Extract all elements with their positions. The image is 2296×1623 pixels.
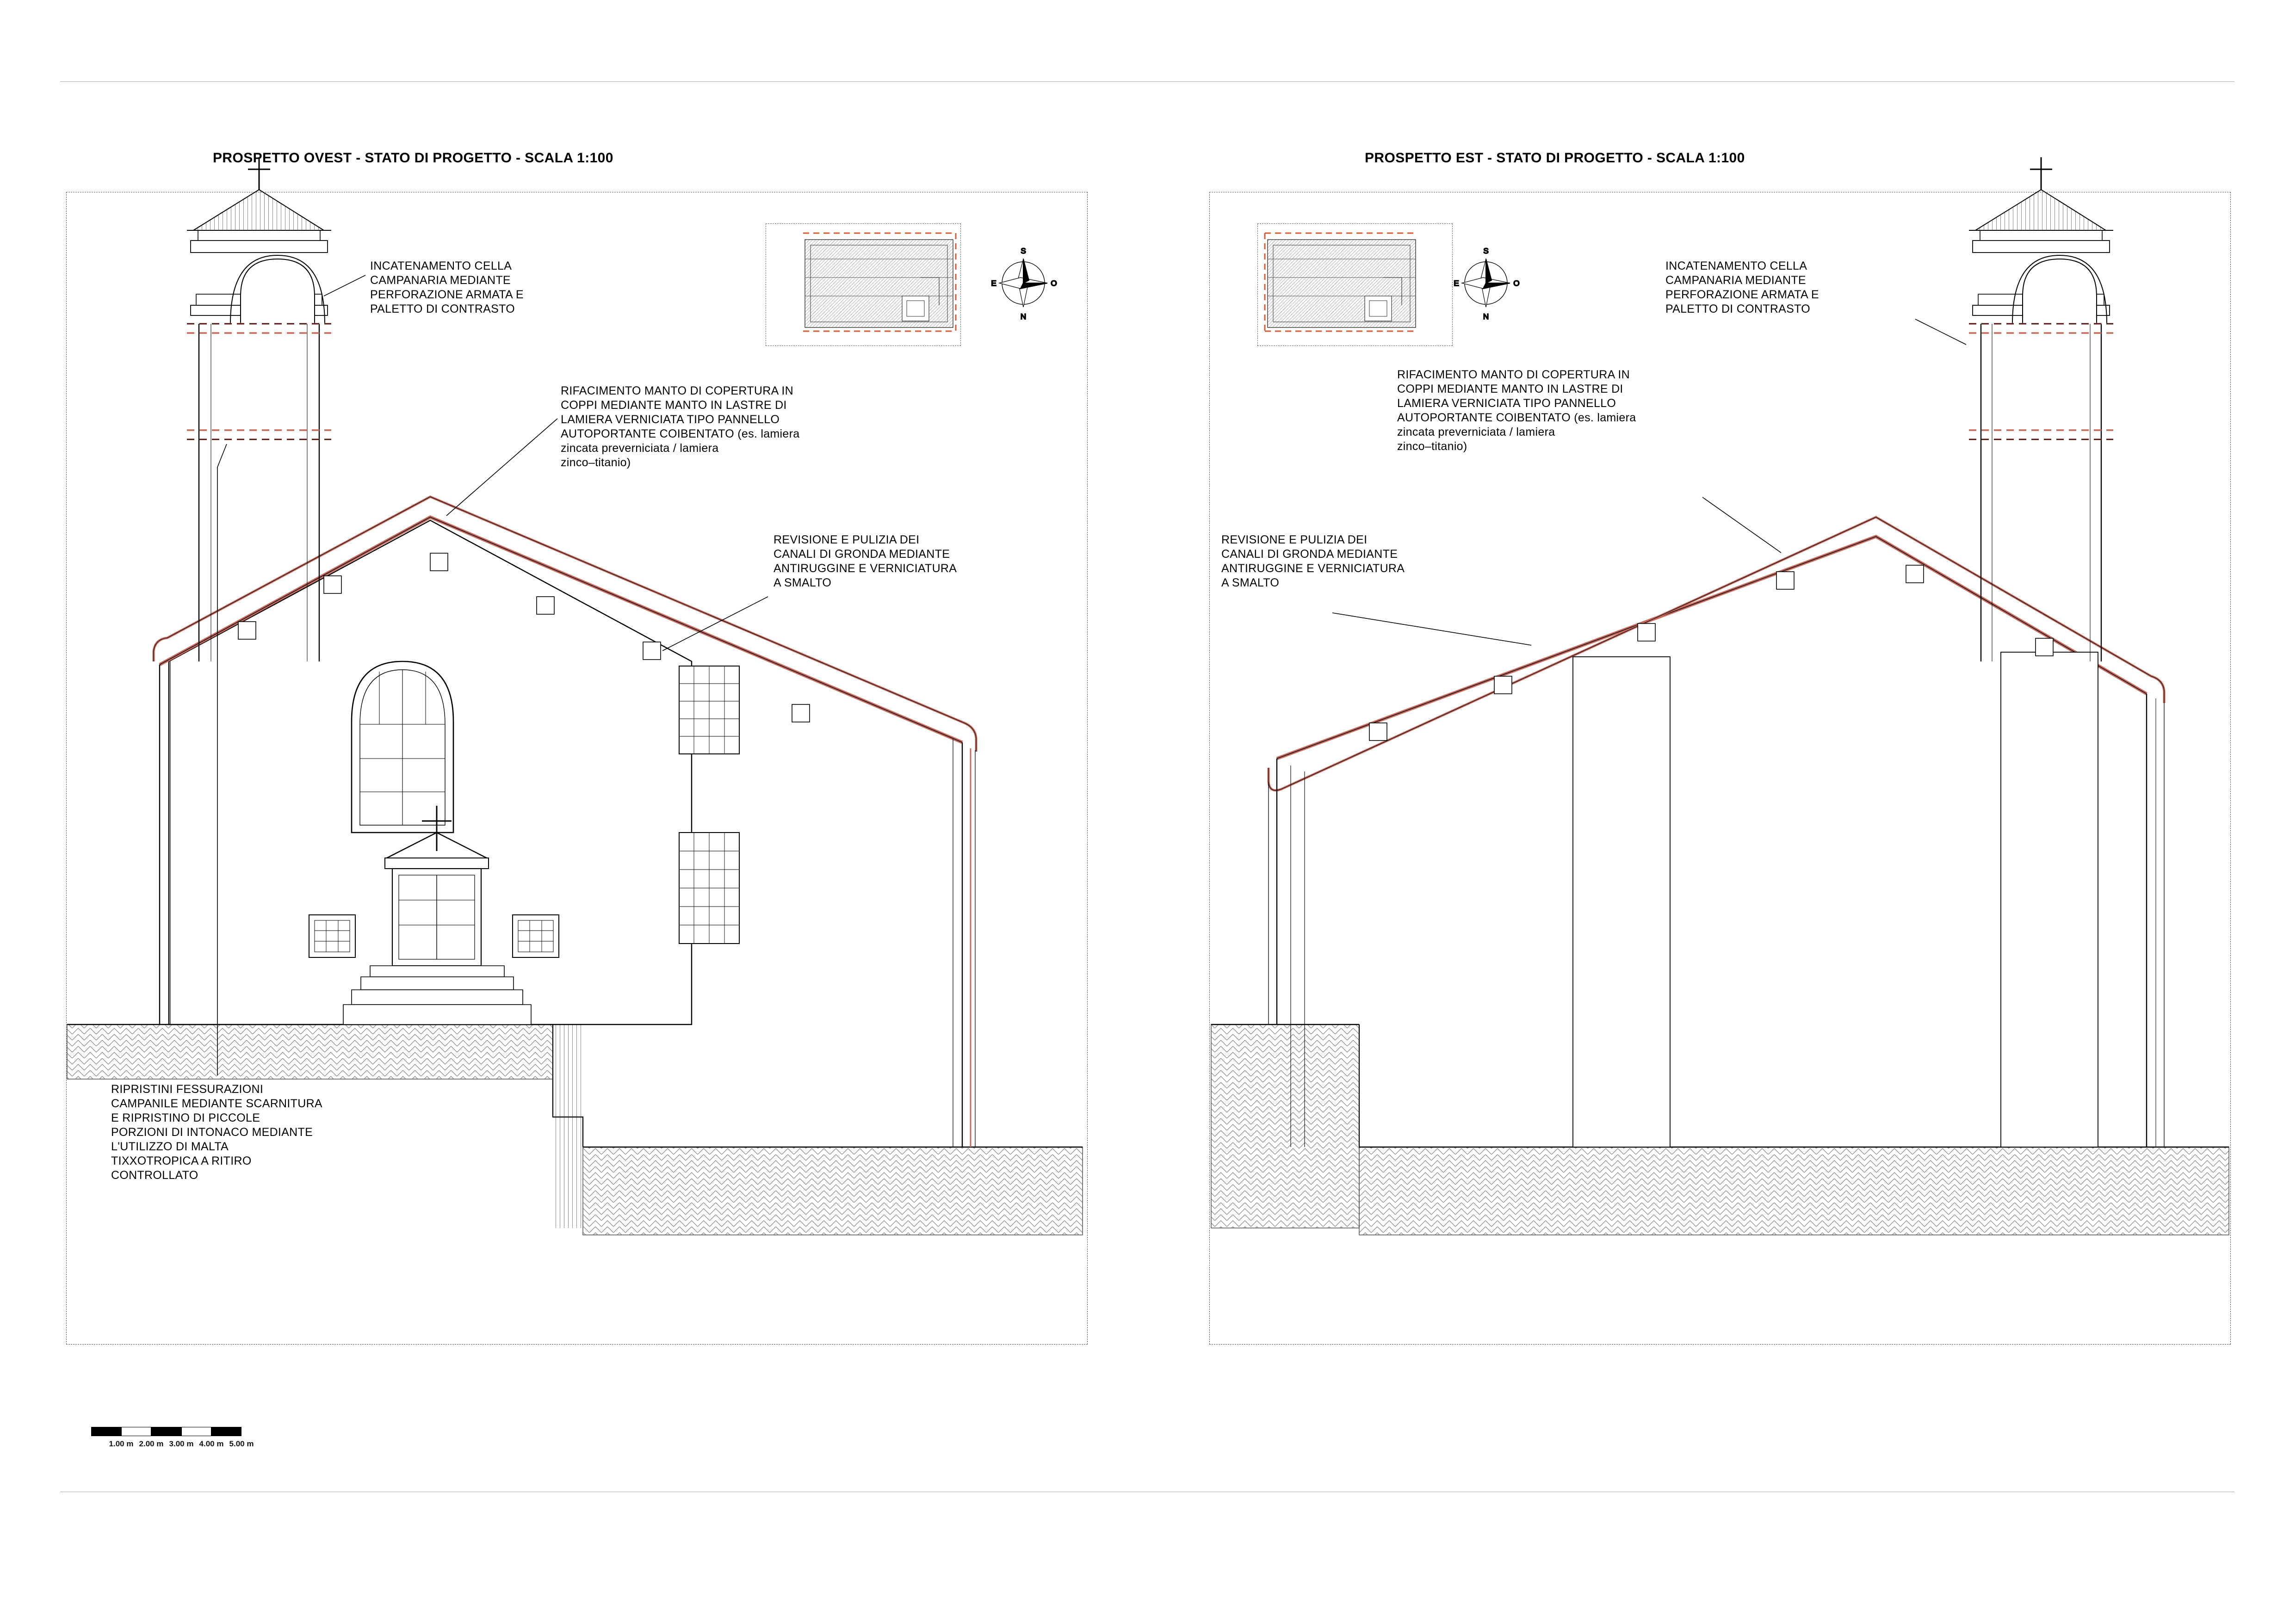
svg-text:O: O <box>1513 279 1520 288</box>
scale-bar <box>91 1427 392 1436</box>
svg-text:O: O <box>1051 279 1057 288</box>
west-note-incatenamento-cella: INCATENAMENTO CELLA CAMPANARIA MEDIANTE PERFORAZIONE ARMATA E PALETTO DI CONTRASTO <box>370 259 524 315</box>
east-note-incatenamento-cella: INCATENAMENTO CELLA CAMPANARIA MEDIANTE PERFORAZIONE ARMATA E PALETTO DI CONTRASTO <box>1665 259 1819 315</box>
west-note-revisione-canali: REVISIONE E PULIZIA DEI CANALI DI GRONDA MEDIANTE ANTIRUGGINE E VERNICIATURA A SMALTO <box>774 533 957 589</box>
scale-label-2: 2.00 m <box>139 1439 164 1448</box>
east-note-rifacimento-manto: RIFACIMENTO MANTO DI COPERTURA IN COPPI MEDIANTE MANTO IN LASTRE DI LAMIERA VERNICIATA TIPO PANNELLO AUTOPORTANTE COIBENTATO (es. lamiera zincata preverniciata / lamiera zinco–titanio) <box>1397 368 1636 453</box>
scale-label-4: 4.00 m <box>199 1439 224 1448</box>
west-note-rifacimento-manto: RIFACIMENTO MANTO DI COPERTURA IN COPPI MEDIANTE MANTO IN LASTRE DI LAMIERA VERNICIATA TIPO PANNELLO AUTOPORTANTE COIBENTATO (es. lamiera zincata preverniciata / lamiera zinco–titanio) <box>561 384 800 469</box>
scale-bar-labels <box>91 1439 415 1450</box>
svg-text:E: E <box>1454 279 1459 288</box>
scale-label-3: 3.00 m <box>169 1439 194 1448</box>
panel-east-elevation <box>1209 192 2231 1345</box>
west-note-ripristini-fessurazioni: RIPRISTINI FESSURAZIONI CAMPANILE MEDIANTE SCARNITURA E RIPRISTINO DI PICCOLE PORZIONI DI INTONACO MEDIANTE L'UTILIZZO DI MALTA TIXXOTROPICA A RITIRO CONTROLLATO <box>111 1083 322 1182</box>
svg-text:N: N <box>1483 312 1489 321</box>
scale-label-5: 5.00 m <box>229 1439 254 1448</box>
panel-east-title: PROSPETTO EST - STATO DI PROGETTO - SCALA 1:100 <box>1365 150 1745 166</box>
svg-text:S: S <box>1021 247 1026 255</box>
svg-text:N: N <box>1020 312 1027 321</box>
panel-west-title: PROSPETTO OVEST - STATO DI PROGETTO - SCALA 1:100 <box>213 150 613 166</box>
svg-text:E: E <box>991 279 996 288</box>
sheet-top-rule <box>60 81 2234 82</box>
east-note-revisione-canali: REVISIONE E PULIZIA DEI CANALI DI GRONDA MEDIANTE ANTIRUGGINE E VERNICIATURA A SMALTO <box>1221 533 1405 589</box>
svg-text:S: S <box>1483 247 1489 255</box>
key-plan-west <box>766 223 961 346</box>
key-plan-east <box>1257 223 1453 346</box>
scale-label-1: 1.00 m <box>109 1439 134 1448</box>
